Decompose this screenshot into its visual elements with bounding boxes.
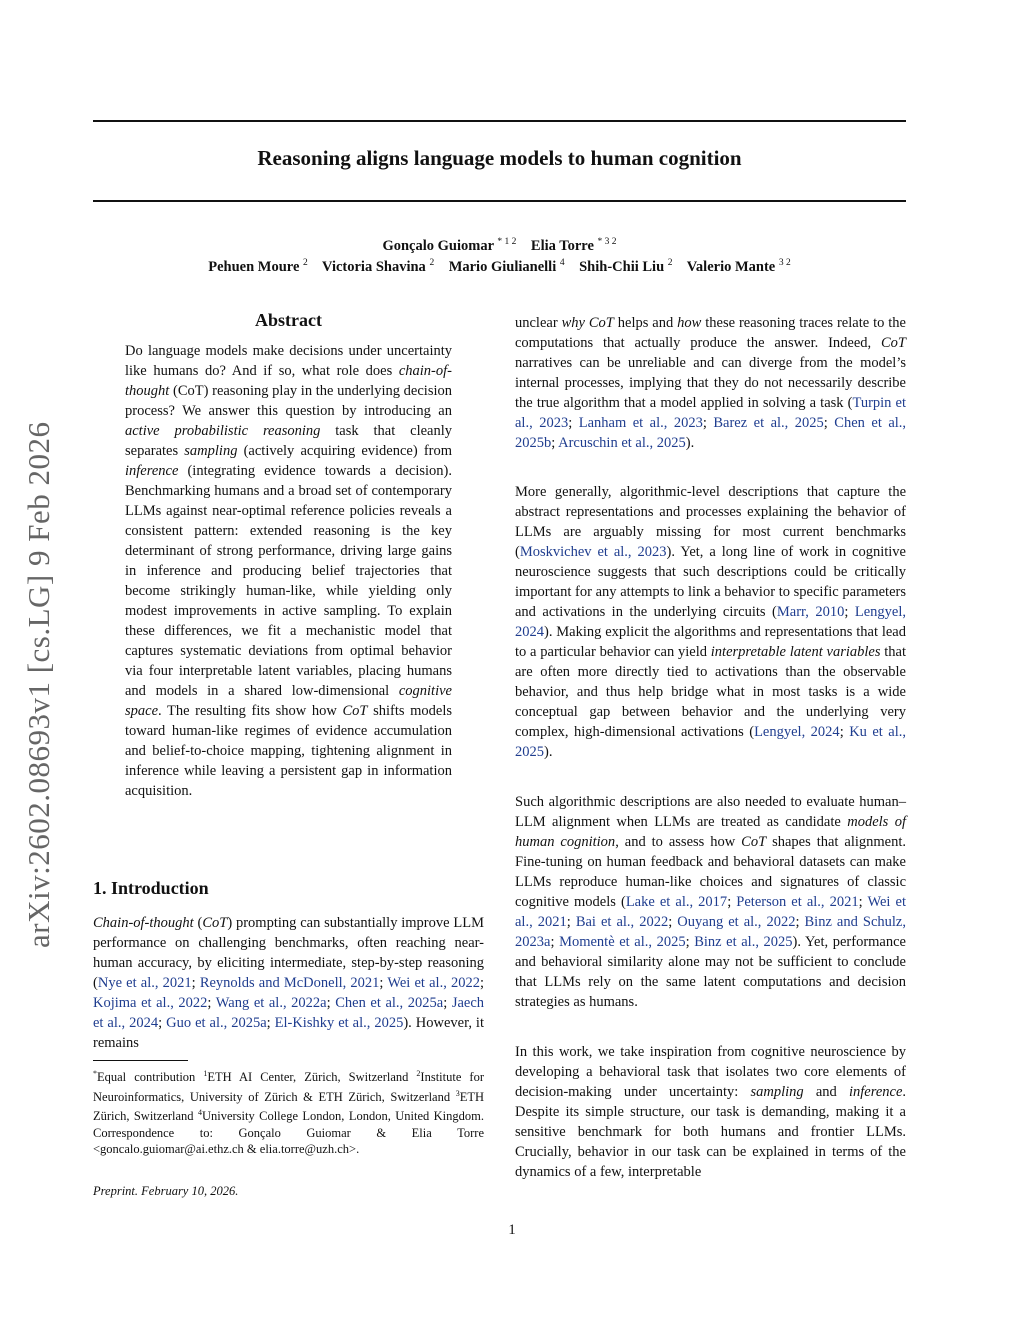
preprint-note: Preprint. February 10, 2026.: [93, 1184, 239, 1198]
abstract-heading: Abstract: [255, 310, 322, 330]
citation-link[interactable]: Wang et al., 2022a: [215, 995, 327, 1011]
citation-link[interactable]: Chen et al., 2025b: [515, 415, 907, 451]
citation-link[interactable]: Reynolds and McDonell, 2021: [199, 975, 380, 991]
citation-link[interactable]: El-Kishky et al., 2025: [274, 1015, 404, 1031]
citation-link[interactable]: Lengyel, 2024: [754, 724, 840, 740]
citation-link[interactable]: Peterson et al., 2021: [736, 894, 859, 910]
right-column-paragraph-1: unclear why CoT helps and how these reasoning traces relate to the computations that actually produce the answer. Indeed, CoT narratives can be unreliable and can diverge from the model’s internal processes, implying that they do not necessarily describe the true algorithm that a model applied in solving a task (Turpin et al., 2023; Lanham et al., 2023; Barez et al., 2025; Chen et al., 2025b; Arcuschin et al., 2025).: [515, 315, 907, 451]
author-name: Elia Torre: [530, 237, 594, 254]
citation-link[interactable]: Arcuschin et al., 2025: [558, 435, 686, 451]
citation-link[interactable]: Ouyang et al., 2022: [677, 914, 796, 930]
citation-link[interactable]: Barez et al., 2025: [713, 415, 824, 431]
citation-link[interactable]: Lengyel, 2024: [515, 604, 907, 640]
citation-link[interactable]: Wei et al., 2022: [387, 975, 480, 991]
author-name: Victoria Shavina: [322, 258, 426, 275]
citation-link[interactable]: Lake et al., 2017: [625, 894, 728, 910]
citation-link[interactable]: Lanham et al., 2023: [578, 415, 703, 431]
section-heading-introduction: 1. Introduction: [93, 878, 209, 898]
citation-link[interactable]: Momentè et al., 2025: [559, 934, 686, 950]
author-affiliation: 2: [429, 258, 435, 268]
affiliation-footnote: *Equal contribution $^1$ETH AI Center, Zürich, Switzerland $^2$Institute for Neuroinformatics, University of Zürich & ETH Zürich, Switzerland $^3$ETH Zürich, Switzerland $^4$University College London, London, United Kingdom. Correspondence to: Gonçalo Guiomar & Elia Torre <goncalo.guiomar@ai.ethz.ch & elia.torre@uzh.ch>.: [93, 1069, 485, 1157]
citation-link[interactable]: Nye et al., 2021: [97, 975, 192, 991]
author-line-2: [93, 258, 906, 276]
footnote-rule: [93, 1060, 188, 1061]
author-name: Mario Giulianelli: [448, 258, 557, 275]
author-name: Gonçalo Guiomar: [382, 237, 494, 254]
citation-link[interactable]: Kojima et al., 2022: [93, 995, 208, 1011]
arxiv-identifier: arXiv:2602.08693v1 [cs.LG] 9 Feb 2026: [21, 421, 56, 948]
author-name: Valerio Mante: [686, 258, 776, 275]
author-affiliation: 4: [559, 258, 565, 268]
citation-link[interactable]: Turpin et al., 2023: [515, 395, 906, 431]
citation-link[interactable]: Jaech et al., 2024: [93, 995, 485, 1031]
citation-link[interactable]: Bai et al., 2022: [575, 914, 669, 930]
title-top-rule: [93, 120, 906, 122]
right-column-paragraph-2: More generally, algorithmic-level descriptions that capture the abstract representations and processes explaining the behavior of LLMs are arguably missing for most current benchmarks (Moskvichev et al., 2023). Yet, a long line of work in cognitive neuroscience suggests that such descriptions could be critically important for any attempts to link a behavior to specific parameters and activations in the underlying circuits (Marr, 2010; Lengyel, 2024). Making explicit the algorithms and representations that lead to a particular behavior can yield interpretable latent variables that are often more directly tied to activations than the observable behavior, and thus help bridge what in most tasks is a wide conceptual gap between behavior and the underlying very complex, high-dimensional activations (Lengyel, 2024; Ku et al., 2025).: [515, 484, 907, 760]
author-affiliation: 2: [303, 258, 308, 268]
citation-link[interactable]: Binz et al., 2025: [694, 934, 793, 950]
author-affiliation: 2: [667, 258, 673, 268]
citation-link[interactable]: Marr, 2010: [776, 604, 845, 620]
author-affiliation: * 1 2: [497, 237, 517, 247]
author-name: Pehuen Moure: [208, 258, 300, 275]
citation-link[interactable]: Guo et al., 2025a: [166, 1015, 267, 1031]
author-affiliation: 3 2: [778, 258, 791, 268]
citation-link[interactable]: Ku et al., 2025: [515, 724, 907, 760]
right-column-paragraph-4: In this work, we take inspiration from cognitive neuroscience by developing a behavioral task that isolates two core elements of decision-making under uncertainty: sampling and inference. Despite its simple structure, our task is demanding, making it a sensitive benchmark for both humans and frontier LLMs. Crucially, behavior in our task can be explained in terms of the dynamics of a few, interpretable: [515, 1044, 906, 1180]
author-name: Shih-Chii Liu: [579, 258, 665, 275]
page-number: 1: [508, 1222, 516, 1238]
right-column-paragraph-3: Such algorithmic descriptions are also needed to evaluate human–LLM alignment when LLMs are treated as candidate models of human cognition, and to assess how CoT shapes that alignment. Fine-tuning on human feedback and behavioral datasets can make LLMs reproduce human-like choices and signatures of classic cognitive models (Lake et al., 2017; Peterson et al., 2021; Wei et al., 2021; Bai et al., 2022; Ouyang et al., 2022; Binz and Schulz, 2023a; Momentè et al., 2025; Binz et al., 2025). Yet, performance and behavioral similarity alone may not be sufficient to conclude that LLMs rely on the same latent computations and decision strategies as humans.: [515, 794, 906, 1010]
introduction-paragraph: Chain-of-thought (CoT) prompting can substantially improve LLM performance on challenging benchmarks, often reaching near-human accuracy, by eliciting intermediate, step-by-step reasoning (Nye et al., 2021; Reynolds and McDonell, 2021; Wei et al., 2022; Kojima et al., 2022; Wang et al., 2022a; Chen et al., 2025a; Jaech et al., 2024; Guo et al., 2025a; El-Kishky et al., 2025). However, it remains: [93, 915, 485, 1051]
paper-title: Reasoning aligns language models to human cognition: [257, 146, 742, 170]
citation-link[interactable]: Binz and Schulz, 2023a: [515, 914, 906, 950]
title-bottom-rule: [93, 200, 906, 202]
citation-link[interactable]: Wei et al., 2021: [515, 894, 906, 930]
author-affiliation: * 3 2: [597, 237, 617, 247]
author-line-1: [93, 237, 906, 255]
abstract-body: Do language models make decisions under uncertainty like humans do? And if so, what role does chain-of-thought (CoT) reasoning play in the underlying decision process? We answer this question by introducing an active probabilistic reasoning task that cleanly separates sampling (actively acquiring evidence) from inference (integrating evidence towards a decision). Benchmarking humans and a broad set of contemporary LLMs against near-optimal reference policies reveals a consistent pattern: extended reasoning is the key determinant of strong performance, driving large gains in inference and producing belief trajectories that become strikingly human-like, while yielding only modest improvements in active sampling. To explain these differences, we fit a mechanistic model that captures systematic deviations from optimal behavior via four interpretable latent variables, placing humans and models in a shared low-dimensional cognitive space. The resulting fits show how CoT shifts models toward human-like regimes of evidence accumulation and belief-to-choice mapping, tightening alignment in inference while leaving a persistent gap in information acquisition.: [125, 343, 453, 799]
citation-link[interactable]: Moskvichev et al., 2023: [519, 544, 667, 560]
citation-link[interactable]: Chen et al., 2025a: [335, 995, 444, 1011]
